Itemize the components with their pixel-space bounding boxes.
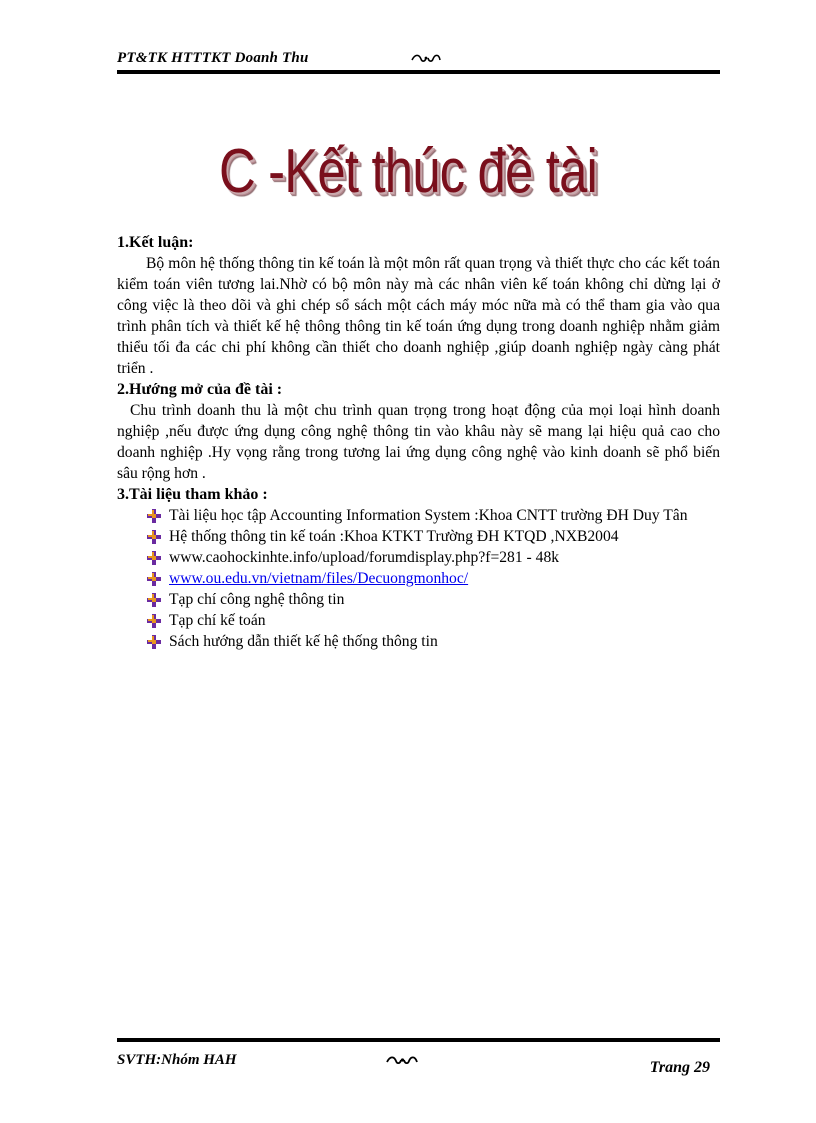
bullet-icon (147, 572, 161, 586)
reference-item: Tạp chí kế toán (145, 610, 720, 631)
bullet-icon (147, 509, 161, 523)
page-header (117, 48, 720, 78)
bullet-icon (147, 635, 161, 649)
conclusion-paragraph: Bộ môn hệ thống thông tin kế toán là một môn rất quan trọng và thiết thực cho các kết toán kiểm toán viên tương lai.Nhờ có bộ môn này mà các nhân viên kế toán không chỉ dừng lại ở công việc là theo dõi và ghi chép sổ sách một cách máy móc nữa mà có thể tham gia vào qua trình phân tích và thiết kế hệ thông thông tin kế toán ứng dụng trong doanh nghiệp nhằm giảm thiểu tối đa các chi phí không cần thiết cho doanh nghiệp ,giúp doanh nghiệp ngày càng phát triển . (117, 255, 720, 377)
section-heading-conclusion: 1.Kết luận: (117, 234, 194, 251)
reference-item: Hệ thống thông tin kế toán :Khoa KTKT Trường ĐH KTQD ,NXB2004 (145, 526, 720, 547)
reference-item: www.caohockinhte.info/upload/forumdisplay.php?f=281 - 48k (145, 547, 720, 568)
reference-list (117, 505, 720, 652)
bullet-icon (147, 614, 161, 628)
reference-item: Sách hướng dẫn thiết kế hệ thống thông tin (145, 631, 720, 652)
header-ornament-icon (410, 52, 442, 68)
bullet-icon (147, 551, 161, 565)
header-rule (117, 70, 720, 74)
footer-ornament-icon (385, 1054, 419, 1070)
section-heading-references: 3.Tài liệu tham khảo : (117, 486, 268, 503)
reference-link[interactable]: www.ou.edu.vn/vietnam/files/Decuongmonhoc/ (169, 570, 469, 587)
reference-item: Tạp chí công nghệ thông tin (145, 589, 720, 610)
reference-item (145, 568, 720, 589)
footer-rule (117, 1038, 720, 1042)
reference-item: Tài liệu học tập Accounting Information System :Khoa CNTT trường ĐH Duy Tân (145, 505, 720, 526)
page-footer (117, 1038, 720, 1078)
bullet-icon (147, 593, 161, 607)
page-number: Trang 29 (649, 1059, 710, 1076)
direction-paragraph: Chu trình doanh thu là một chu trình quan trọng trong hoạt động của mọi loại hình doanh nghiệp ,nếu được ứng dụng công nghệ thông tin vào khâu này sẽ mang lại hiệu quả cao cho doanh nghiệp .Hy vọng rằng trong tương lai ứng dụng công nghệ vào kinh doanh sẽ phổ biến sâu rộng hơn . (117, 402, 720, 482)
bullet-icon (147, 530, 161, 544)
footer-author: SVTH:Nhóm HAH (117, 1052, 237, 1068)
document-body (117, 232, 720, 652)
page-title: C -Kết thúc đề tài (218, 137, 598, 206)
section-heading-direction: 2.Hướng mở của đề tài : (117, 381, 283, 398)
header-title: PT&TK HTTTKT Doanh Thu (117, 50, 309, 66)
